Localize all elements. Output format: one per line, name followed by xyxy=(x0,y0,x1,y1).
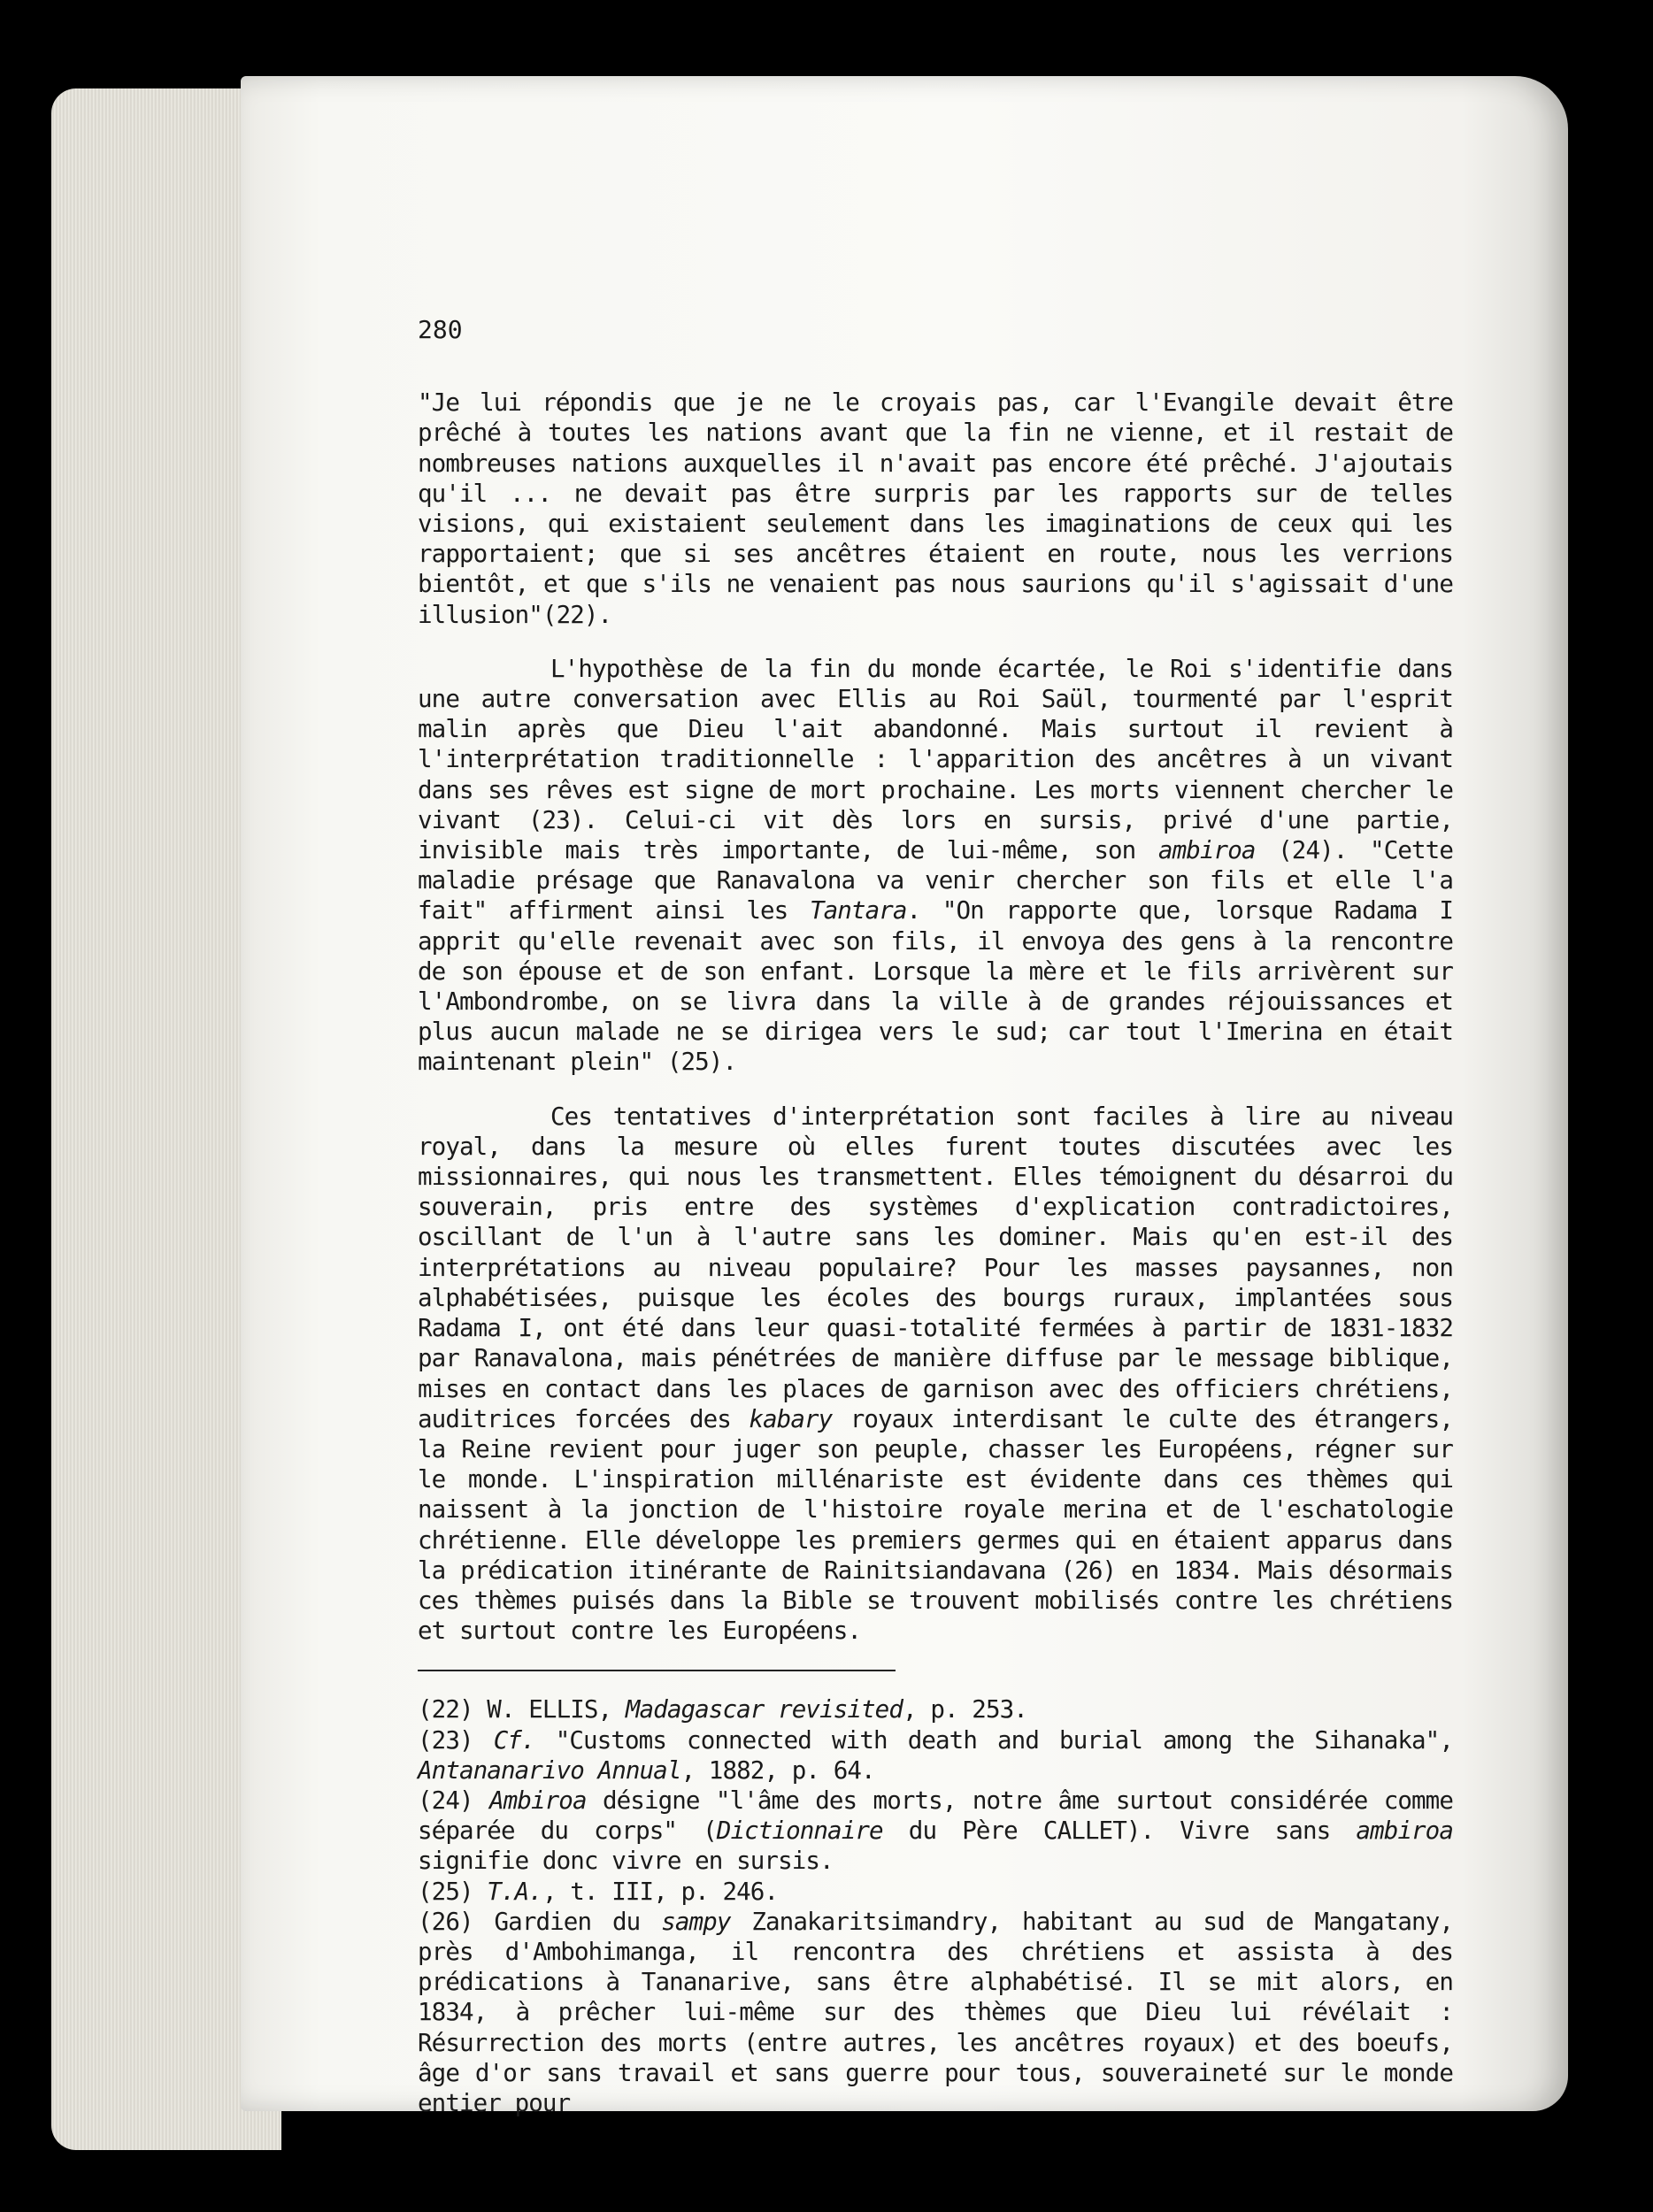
text-run: (23) xyxy=(418,1725,494,1755)
text-run: "Customs connected with death and burial among the Sihanaka", xyxy=(534,1725,1453,1755)
footnote-separator xyxy=(418,1670,896,1671)
paragraph: "Je lui répondis que je ne le croyais pas, car l'Evangile devait être prêché à toutes les nations avant que la fin ne vienne, et il restait de nombreuses nations auxquelles il n'avait pas encore été prêché. J'ajoutais qu'il ... ne devait pas être surpris par les rapports sur de telles visions, qui existaient seulement dans les imaginations de ceux qui les rapportaient; que si ses ancêtres étaient en route, nous les verrions bientôt, et que s'ils ne venaient pas nous saurions qu'il s'agissait d'une illusion"(22). xyxy=(418,388,1453,629)
text-run: Ces tentatives d'interprétation sont faciles à lire au niveau royal, dans la mesure où elles furent toutes discutées avec les missionnaires, qui nous les transmettent. Elles témoignent du désarroi du souverain, pris entre des systèmes d'explication contradictoires, oscillant de l'un à l'autre sans les dominer. Mais qu'en est-il des interprétations au niveau populaire? Pour les masses paysannes, non alphabétisées, puisque les écoles des bourgs ruraux, implantées sous Radama I, ont été dans leur quasi-totalité fermées à partir de 1831-1832 par Ranavalona, mais pénétrées de manière diffuse par le message biblique, mises en contact dans les places de garnison avec des officiers chrétiens, auditrices forcées des xyxy=(418,1102,1453,1433)
italic-text: Cf. xyxy=(493,1725,535,1755)
italic-text: ambiroa xyxy=(1157,836,1256,865)
italic-text: kabary xyxy=(749,1404,833,1433)
text-run: (24) xyxy=(418,1786,489,1815)
footnote xyxy=(418,1907,1453,2118)
text-run: , t. III, p. 246. xyxy=(542,1877,779,1906)
page-content xyxy=(418,315,1453,2118)
text-run: L'hypothèse de la fin du monde écartée, le Roi s'identifie dans une autre conversation avec Ellis au Roi Saül, tourmenté par l'esprit malin après que Dieu l'ait abandonné. Mais surtout il revient à l'interprétation traditionnelle : l'apparition des ancêtres à un vivant dans ses rêves est signe de mort prochaine. Les morts viennent chercher le vivant (23). Celui-ci vit dès lors en sursis, privé d'une partie, invisible mais très importante, de lui-même, son xyxy=(418,654,1453,865)
text-run: royaux interdisant le culte des étrangers, la Reine revient pour juger son peuple, chasser les Européens, régner sur le monde. L'inspiration millénariste est évidente dans ces thèmes qui naissent à la jonction de l'histoire royale merina et de l'eschatologie chrétienne. Elle développe les premiers germes qui en étaient apparus dans la prédication itinérante de Rainitsiandavana (26) en 1834. Mais désormais ces thèmes puisés dans la Bible se trouvent mobilisés contre les chrétiens et surtout contre les Européens. xyxy=(418,1404,1453,1646)
text-run: désigne "l'âme des morts, notre âme surtout considérée comme séparée du corps" ( xyxy=(418,1786,1453,1846)
text-run: . "On rapporte que, lorsque Radama I apprit qu'elle revenait avec son fils, il envoya des gens à la rencontre de son épouse et de son enfant. Lorsque la mère et le fils arrivèrent sur l'Ambondrombe, on se livra dans la ville à de grandes réjouissances et plus aucun malade ne se dirigea vers le sud; car tout l'Imerina en était maintenant plein" (25). xyxy=(418,896,1453,1077)
text-run: du Père CALLET). Vivre sans xyxy=(882,1816,1357,1846)
paragraph xyxy=(418,1102,1453,1647)
text-run: (22) W. ELLIS, xyxy=(418,1695,626,1724)
footnote xyxy=(418,1786,1453,1877)
text-run: , 1882, p. 64. xyxy=(680,1755,875,1785)
text-run: , p. 253. xyxy=(903,1695,1027,1724)
text-run: (26) Gardien du xyxy=(418,1907,662,1936)
italic-text: T.A. xyxy=(487,1877,542,1906)
page-number: 280 xyxy=(418,315,463,344)
italic-text: Tantara xyxy=(809,896,907,926)
italic-text: Antananarivo Annual xyxy=(418,1755,681,1785)
italic-text: Dictionnaire xyxy=(716,1816,883,1846)
book-page xyxy=(241,76,1568,2117)
italic-text: sampy xyxy=(661,1907,731,1936)
text-run: (24). "Cette maladie présage que Ranavalona va venir chercher son fils et elle l'a fait" affirment ainsi les xyxy=(418,836,1453,926)
text-run: (25) xyxy=(418,1877,488,1906)
italic-text: ambiroa xyxy=(1356,1816,1453,1846)
italic-text: Madagascar revisited xyxy=(625,1695,903,1724)
paragraph xyxy=(418,654,1453,1078)
footnote xyxy=(418,1877,1453,1907)
text-run: signifie donc vivre en sursis. xyxy=(418,1847,834,1876)
footnote xyxy=(418,1725,1453,1786)
italic-text: Ambiroa xyxy=(489,1786,587,1815)
footnote xyxy=(418,1694,1453,1724)
text-run: Zanakaritsimandry, habitant au sud de Mangatany, près d'Ambohimanga, il rencontra des chrétiens et assista à des prédications à Tananarive, sans être alphabétisé. Il se mit alors, en 1834, à prêcher lui-même sur des thèmes que Dieu lui révélait : Résurrection des morts (entre autres, les ancêtres royaux) et des boeufs, âge d'or sans travail et sans guerre pour tous, souveraineté sur le monde entier pour xyxy=(418,1907,1453,2117)
